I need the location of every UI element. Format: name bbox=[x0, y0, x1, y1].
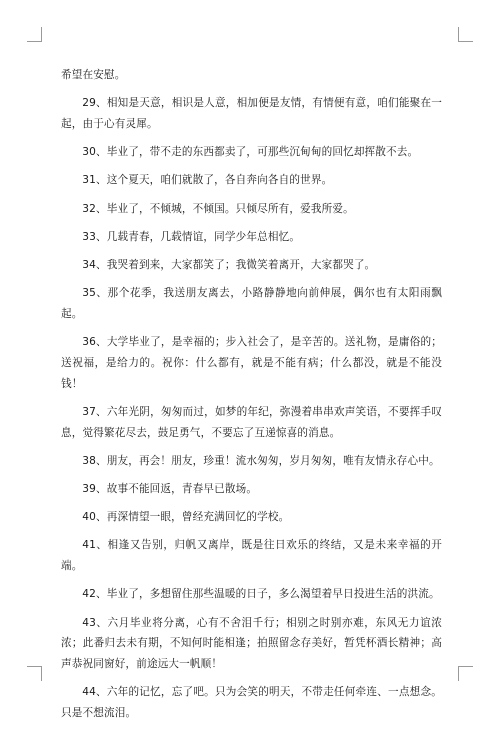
paragraph-33: 33、几载青春，几载情谊，同学少年总相忆。 bbox=[82, 230, 301, 243]
page-corner-mark-bottom-right bbox=[458, 666, 473, 681]
paragraph-32: 32、毕业了，不倾城，不倾国。只倾尽所有，爱我所爱。 bbox=[82, 202, 354, 215]
paragraph-44: 44、六年的记忆，忘了吧。只为会笑的明天，不带走任何牵连、一点想念。只是不想流泪。 bbox=[61, 686, 442, 720]
page-corner-mark-top-left bbox=[27, 27, 42, 42]
paragraph-39: 39、故事不能回返，青春早已散场。 bbox=[82, 483, 258, 496]
paragraph-continuation: 希望在安慰。 bbox=[61, 69, 126, 81]
paragraph-38: 38、朋友，再会！朋友，珍重！流水匆匆，岁月匆匆，唯有友情永存心中。 bbox=[82, 454, 440, 467]
paragraph-41: 41、相逢又告别，归帆又离岸，既是往日欢乐的终结，又是未来幸福的开端。 bbox=[61, 539, 442, 573]
paragraph-35: 35、那个花季，我送朋友离去，小路静静地向前伸展，偶尔也有太阳雨飘起。 bbox=[61, 287, 442, 320]
paragraph-36: 36、大学毕业了，是幸福的；步入社会了，是辛苦的。送礼物，是庸俗的；送祝福，是给力的。祝你：什么都有，就是不能有病；什么都没，就是不能没钱！ bbox=[61, 336, 442, 390]
page-corner-mark-top-right bbox=[458, 27, 473, 42]
paragraph-34: 34、我哭着到来，大家都笑了；我微笑着离开，大家都哭了。 bbox=[82, 258, 376, 271]
page-corner-mark-bottom-left bbox=[27, 666, 42, 681]
paragraph-42: 42、毕业了，多想留住那些温暖的日子，多么渴望着早日投进生活的洪流。 bbox=[82, 588, 440, 601]
paragraph-30: 30、毕业了，带不走的东西都卖了，可那些沉甸甸的回忆却挥散不去。 bbox=[82, 146, 419, 159]
paragraph-43: 43、六月毕业将分离，心有不舍泪千行；相别之时别亦难，东风无力谊浓浓；此番归去未有期，不知何时能相逢；拍照留念存美好，暂凭杯酒长精神；高声恭祝同窗好，前途远大一帆顺！ bbox=[61, 616, 442, 671]
paragraph-37: 37、六年光阴，匆匆而过，如梦的年纪，弥漫着串串欢声笑语，不要挥手叹息，觉得繁花尽去，鼓足勇气，不要忘了互递惊喜的消息。 bbox=[61, 405, 442, 439]
paragraph-29: 29、相知是天意，相识是人意，相加便是友情，有情便有意，咱们能聚在一起，由于心有灵犀。 bbox=[61, 97, 442, 130]
paragraph-31: 31、这个夏天，咱们就散了，各自奔向各自的世界。 bbox=[82, 174, 333, 187]
document-body bbox=[61, 65, 442, 731]
paragraph-40: 40、再深情望一眼，曾经充满回忆的学校。 bbox=[82, 511, 290, 524]
